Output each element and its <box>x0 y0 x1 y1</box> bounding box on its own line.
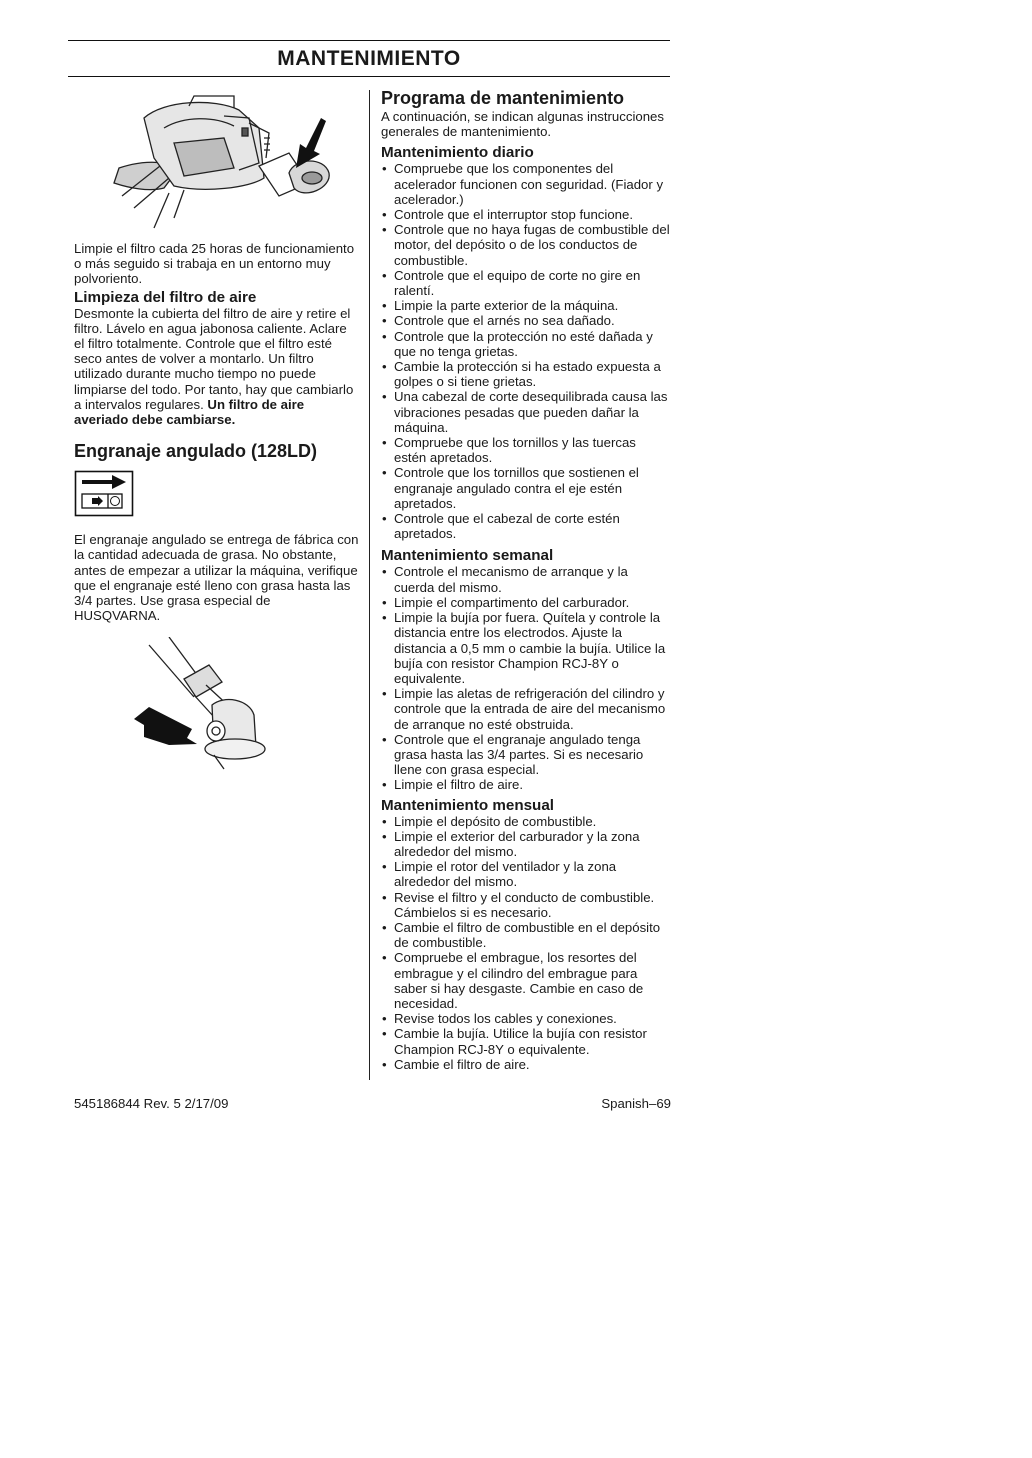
list-item-text: Controle que no haya fugas de combustible del motor, del depósito o de los conductos de combustible. <box>394 222 670 268</box>
list-item-text: Controle que los tornillos que sostienen el engranaje angulado contra el eje estén apretados. <box>394 465 639 511</box>
list-item-text: Limpie las aletas de refrigeración del cilindro y controle que la entrada de aire del mecanismo de arranque no esté obstruida. <box>394 686 666 732</box>
bullet-icon: • <box>382 465 387 481</box>
list-item-text: Limpie la parte exterior de la máquina. <box>394 298 619 314</box>
grease-symbol-icon <box>74 470 144 522</box>
left-column <box>74 88 360 797</box>
list-item <box>381 1057 671 1072</box>
list-item-text: Controle el mecanismo de arranque y la cuerda del mismo. <box>394 564 628 595</box>
list-item <box>381 610 671 686</box>
list-item-text: Compruebe que los componentes del acelerador funcionen con seguridad. (Fiador y acelerador.) <box>394 161 664 207</box>
bullet-icon: • <box>382 1056 387 1072</box>
list-item-text: Compruebe el embrague, los resortes del embrague y el cilindro del embrague para saber si hay desgaste. Cambie en caso de necesidad. <box>394 950 644 1011</box>
bullet-icon: • <box>382 777 387 793</box>
list-item <box>381 268 671 298</box>
list-item <box>381 207 671 222</box>
list-item-text: Controle que el arnés no sea dañado. <box>394 313 615 329</box>
bullet-icon: • <box>382 828 387 844</box>
list-item-text: Cambie la protección si ha estado expuesta a golpes o si tiene grietas. <box>394 359 661 390</box>
bullet-icon: • <box>382 1026 387 1042</box>
list-item-text: Limpie el depósito de combustible. <box>394 813 597 829</box>
list-item <box>381 511 671 541</box>
list-item <box>381 859 671 889</box>
list-item-text: Revise todos los cables y conexiones. <box>394 1011 617 1027</box>
bullet-icon: • <box>382 207 387 223</box>
list-item-text: Limpie la bujía por fuera. Quítela y controle la distancia entre los electrodos. Ajuste la distancia a 0,5 mm o cambie la bujía. Utilice la bujía con resistor Champion RCJ-8Y o equivalente. <box>394 610 666 686</box>
gear-body: El engranaje angulado se entrega de fábrica con la cantidad adecuada de grasa. No obstante, antes de empezar a utilizar la máquina, verifique que el engranaje esté lleno con grasa hasta las 3/4 partes. Use grasa especial de HUSQVARNA. <box>74 532 359 624</box>
list-item-text: Limpie el filtro de aire. <box>394 777 524 793</box>
air-filter-body-text: Desmonte la cubierta del filtro de aire y retire el filtro. Lávelo en agua jabonosa caliente. Aclare el filtro totalmente. Controle que el filtro esté seco antes de volver a montarlo. Un filtro utilizado durante mucho tiempo no puede limpiarse del todo. Por tanto, hay que cambiarlo a intervalos regulares. <box>74 305 354 412</box>
bullet-icon: • <box>382 610 387 626</box>
bullet-icon: • <box>382 950 387 966</box>
list-item <box>381 435 671 465</box>
program-intro: A continuación, se indican algunas instrucciones generales de mantenimiento. <box>381 109 664 140</box>
list-item-text: Controle que el cabezal de corte estén apretados. <box>394 511 620 542</box>
list-item-text: Cambie el filtro de combustible en el depósito de combustible. <box>394 919 661 951</box>
list-item-text: Cambie la bujía. Utilice la bujía con resistor Champion RCJ-8Y o equivalente. <box>394 1026 647 1057</box>
weekly-list <box>381 564 671 792</box>
list-item <box>381 829 671 859</box>
bullet-icon: • <box>382 686 387 702</box>
weekly-heading: Mantenimiento semanal <box>381 547 554 565</box>
list-item <box>381 950 671 1011</box>
list-item <box>381 686 671 732</box>
list-item <box>381 298 671 313</box>
bullet-icon: • <box>382 161 387 177</box>
list-item-text: Limpie el exterior del carburador y la zona alrededor del mismo. <box>394 828 640 859</box>
gear-housing-illustration <box>74 637 360 797</box>
list-item <box>381 222 671 268</box>
bullet-icon: • <box>382 731 387 747</box>
list-item <box>381 359 671 389</box>
bullet-icon: • <box>382 328 387 344</box>
list-item-text: Compruebe que los tornillos y las tuercas estén apretados. <box>394 435 636 466</box>
bullet-icon: • <box>382 859 387 875</box>
bullet-icon: • <box>382 359 387 375</box>
bullet-icon: • <box>382 889 387 905</box>
bullet-icon: • <box>382 267 387 283</box>
list-item <box>381 389 671 435</box>
list-item-text: Controle que el equipo de corte no gire en ralentí. <box>394 267 641 299</box>
program-heading: Programa de mantenimiento <box>381 88 625 108</box>
engine-air-filter-illustration <box>74 88 360 233</box>
list-item <box>381 595 671 610</box>
bullet-icon: • <box>382 435 387 451</box>
bullet-icon: • <box>382 511 387 527</box>
column-divider <box>369 90 370 1080</box>
bullet-icon: • <box>382 1011 387 1027</box>
document-number: 545186844 Rev. 5 2/17/09 <box>74 1096 229 1111</box>
list-item <box>381 329 671 359</box>
list-item <box>381 920 671 950</box>
monthly-heading: Mantenimiento mensual <box>381 796 554 814</box>
list-item-text: Limpie el compartimento del carburador. <box>394 594 630 610</box>
bullet-icon: • <box>382 298 387 314</box>
header-top-rule <box>68 40 670 41</box>
list-item <box>381 564 671 594</box>
monthly-list <box>381 814 671 1072</box>
right-column <box>381 88 671 1072</box>
bullet-icon: • <box>382 564 387 580</box>
list-item <box>381 313 671 328</box>
bullet-icon: • <box>382 594 387 610</box>
list-item-text: Cambie el filtro de aire. <box>394 1056 530 1072</box>
list-item <box>381 814 671 829</box>
list-item <box>381 1011 671 1026</box>
list-item-text: Una cabezal de corte desequilibrada causa las vibraciones pesadas que pueden dañar la máquina. <box>394 389 668 435</box>
page-number: Spanish–69 <box>601 1096 671 1111</box>
bullet-icon: • <box>382 313 387 329</box>
list-item <box>381 1026 671 1056</box>
list-item-text: Controle que la protección no esté dañada y que no tenga grietas. <box>394 328 653 359</box>
list-item <box>381 732 671 778</box>
air-filter-warning: Un filtro de aire averiado debe cambiarse. <box>74 396 305 428</box>
list-item <box>381 890 671 920</box>
list-item <box>381 161 671 207</box>
bullet-icon: • <box>382 919 387 935</box>
list-item-text: Revise el filtro y el conducto de combustible. Cámbielos si es necesario. <box>394 889 655 920</box>
air-filter-body <box>74 306 360 428</box>
list-item-text: Limpie el rotor del ventilador y la zona alrededor del mismo. <box>394 859 617 890</box>
list-item-text: Controle que el interruptor stop funcione. <box>394 207 633 223</box>
air-filter-intro: Limpie el filtro cada 25 horas de funcionamiento o más seguido si trabaja en un entorno muy polvoriento. <box>74 241 355 287</box>
daily-heading: Mantenimiento diario <box>381 144 534 162</box>
list-item <box>381 777 671 792</box>
list-item <box>381 465 671 511</box>
header-bottom-rule <box>68 76 670 77</box>
air-filter-heading: Limpieza del filtro de aire <box>74 288 257 306</box>
bullet-icon: • <box>382 813 387 829</box>
list-item-text: Controle que el engranaje angulado tenga grasa hasta las 3/4 partes. Si es necesario llene con grasa especial. <box>394 731 644 778</box>
bullet-icon: • <box>382 222 387 238</box>
bullet-icon: • <box>382 389 387 405</box>
page-title: MANTENIMIENTO <box>277 47 461 70</box>
daily-list <box>381 161 671 541</box>
gear-heading: Engranaje angulado (128LD) <box>74 441 318 462</box>
